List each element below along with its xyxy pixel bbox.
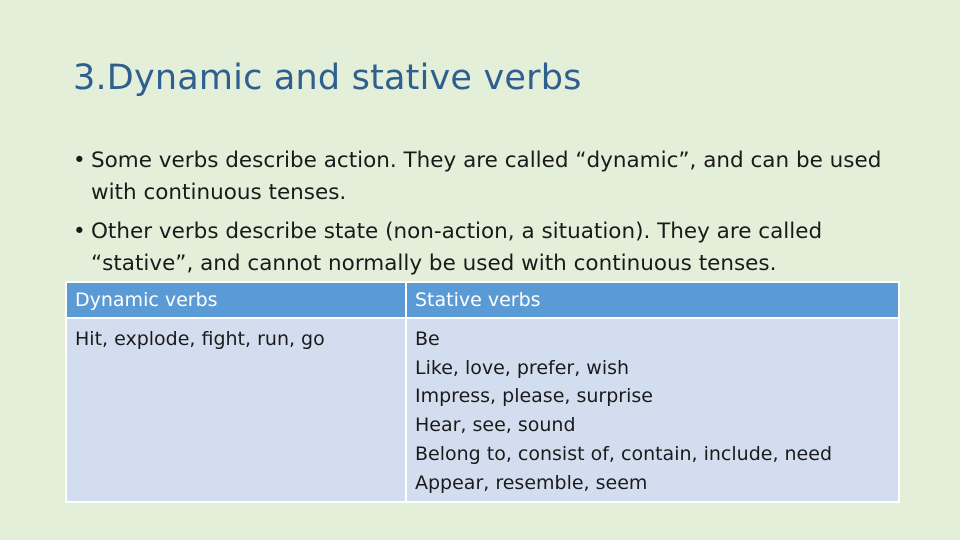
stative-verbs-cell <box>406 318 899 502</box>
stative-verb-line: Appear, resemble, seem <box>415 471 648 494</box>
stative-verb-line: Impress, please, surprise <box>415 385 653 408</box>
bullet-item: • Some verbs describe action. They are called “dynamic”, and can be used with continuous tenses. <box>73 145 893 209</box>
bullet-item: • Other verbs describe state (non-action, a situation). They are called “stative”, and cannot normally be used with continuous tenses. <box>73 216 893 280</box>
header-stative-verbs: Stative verbs <box>406 282 899 318</box>
dynamic-verbs-cell: Hit, explode, fight, run, go <box>66 318 406 502</box>
stative-verb-line: Like, love, prefer, wish <box>415 356 630 379</box>
stative-verb-line: Hear, see, sound <box>415 414 576 437</box>
stative-verb-line: Belong to, consist of, contain, include, need <box>415 442 832 465</box>
verbs-table <box>65 281 900 503</box>
table-row <box>66 318 899 502</box>
header-dynamic-verbs: Dynamic verbs <box>66 282 406 318</box>
slide-title: 3.Dynamic and stative verbs <box>73 58 582 98</box>
table-header-row <box>66 282 899 318</box>
stative-verb-line: Be <box>415 328 440 350</box>
bullet-list <box>73 145 893 287</box>
